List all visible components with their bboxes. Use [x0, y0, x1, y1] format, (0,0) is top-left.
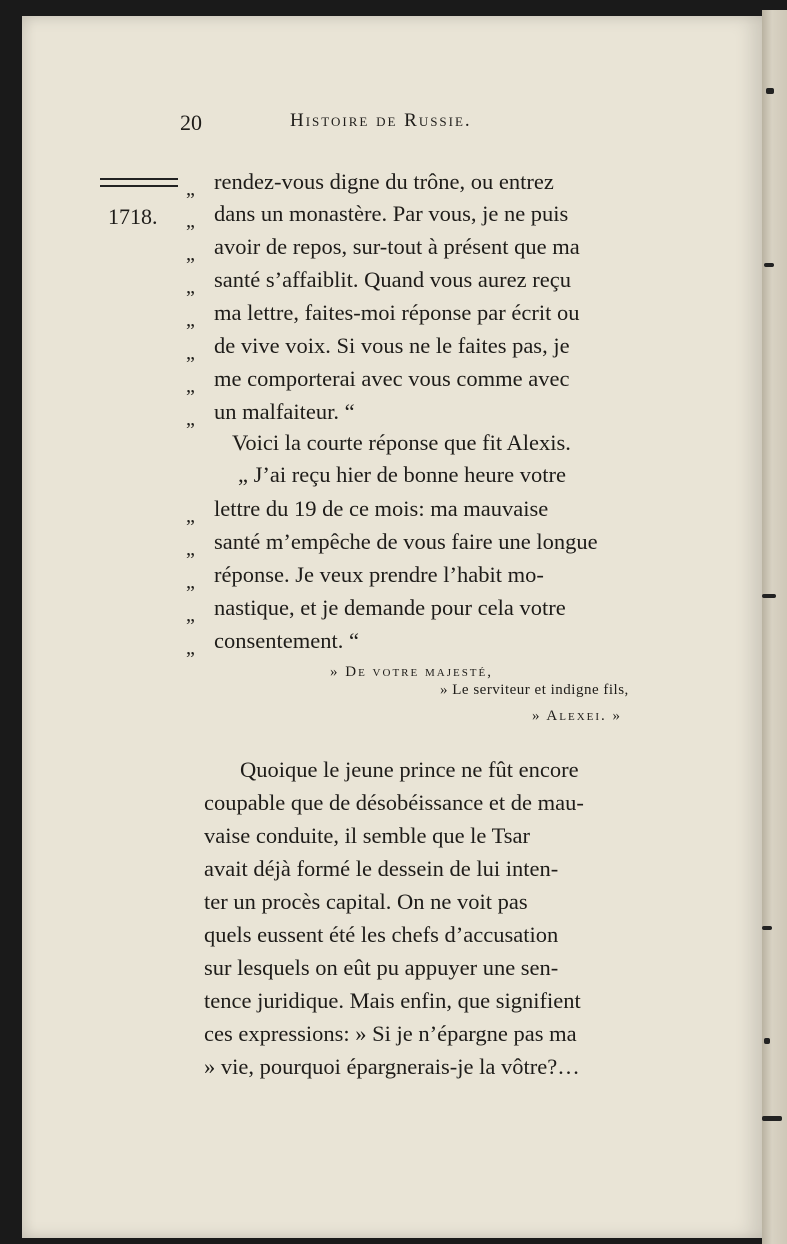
quote-mark: „: [186, 276, 195, 298]
text-line: » vie, pourquoi épargnerais-je la vôtre?…: [204, 1054, 580, 1079]
signature-salutation: » De votre majesté,: [330, 664, 493, 680]
text-line: nastique, et je demande pour cela votre: [214, 595, 566, 620]
quote-mark: „: [186, 538, 195, 560]
margin-year: 1718.: [108, 204, 158, 229]
edge-mark: [764, 263, 774, 267]
text-line: ter un procès capital. On ne voit pas: [204, 889, 528, 914]
text-line: tence juridique. Mais enfin, que signifient: [204, 988, 581, 1013]
text-line: avait déjà formé le dessein de lui inten-: [204, 856, 559, 881]
running-title: Histoire de Russie.: [290, 110, 472, 131]
quote-mark: „: [186, 637, 195, 659]
edge-mark: [762, 594, 776, 598]
quote-mark: „: [186, 604, 195, 626]
quote-mark: „: [186, 408, 195, 430]
quote-mark: „: [186, 243, 195, 265]
edge-mark: [762, 1116, 782, 1121]
edge-mark: [766, 88, 774, 94]
signature-servant: » Le serviteur et indigne fils,: [440, 682, 629, 698]
quote-mark: „: [186, 178, 195, 200]
quote-mark: „: [186, 505, 195, 527]
signature-name: » Alexei. »: [532, 708, 623, 724]
text-line: me comporterai avec vous comme avec: [214, 366, 570, 391]
quote-mark: „: [186, 210, 195, 232]
text-line: rendez-vous digne du trône, ou entrez: [214, 169, 554, 194]
page-header: [160, 110, 600, 140]
quote-mark: „: [186, 309, 195, 331]
next-page-edge: [762, 10, 787, 1244]
text-line: réponse. Je veux prendre l’habit mo-: [214, 562, 544, 587]
text-line: ma lettre, faites-moi réponse par écrit ou: [214, 300, 580, 325]
text-line: sur lesquels on eût pu appuyer une sen-: [204, 955, 559, 980]
text-line: santé m’empêche de vous faire une longue: [214, 529, 598, 554]
text-line: santé s’affaiblit. Quand vous aurez reçu: [214, 267, 571, 292]
quote-mark: „: [186, 375, 195, 397]
text-line: un malfaiteur. “: [214, 399, 355, 424]
text-line: vaise conduite, il semble que le Tsar: [204, 823, 531, 848]
text-line: de vive voix. Si vous ne le faites pas, je: [214, 333, 570, 358]
text-line: Quoique le jeune prince ne fût encore: [240, 757, 579, 782]
page-number: 20: [180, 110, 202, 135]
edge-mark: [762, 926, 772, 930]
quote-mark: „: [186, 571, 195, 593]
intro-line: Voici la courte réponse que fit Alexis.: [232, 430, 571, 455]
text-line: quels eussent été les chefs d’accusation: [204, 922, 559, 947]
margin-rule: [100, 178, 178, 187]
text-line: „ J’ai reçu hier de bonne heure votre: [238, 462, 566, 487]
text-line: avoir de repos, sur-tout à présent que ma: [214, 234, 580, 259]
edge-mark: [764, 1038, 770, 1044]
text-line: dans un monastère. Par vous, je ne puis: [214, 201, 569, 226]
text-line: consentement. “: [214, 628, 359, 653]
quote-mark: „: [186, 342, 195, 364]
text-line: lettre du 19 de ce mois: ma mauvaise: [214, 496, 549, 521]
text-line: ces expressions: » Si je n’épargne pas ma: [204, 1021, 577, 1046]
text-line: coupable que de désobéissance et de mau-: [204, 790, 584, 815]
